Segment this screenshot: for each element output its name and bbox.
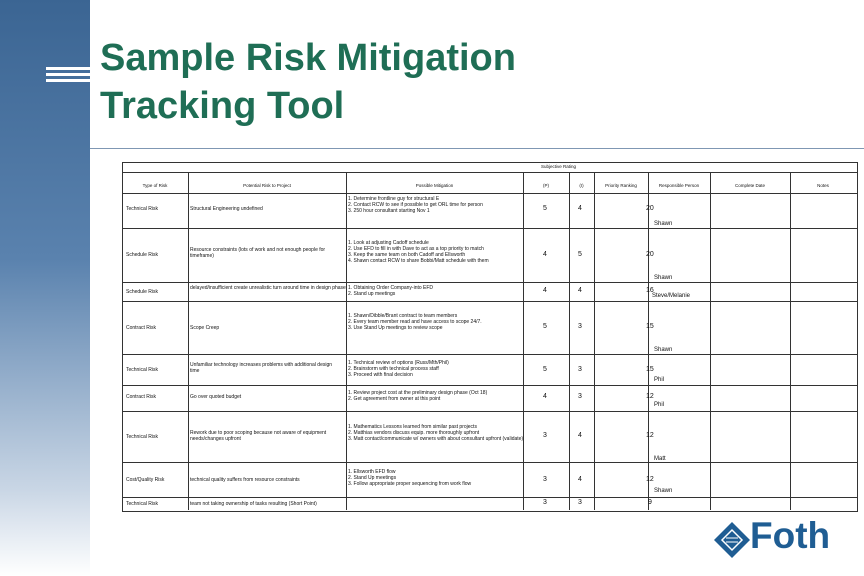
- col-divider: [523, 172, 524, 510]
- priority-value: 15: [646, 366, 654, 373]
- mitigation-list: 1. Look at adjusting Cadoff schedule 2. Use EFD to fill in with Dave to act as a top priority to match 3. Keep the same team on both Cadoff and Ellsworth 4. Shawn contact RCW to share Bobbi/Matt schedule with them: [348, 240, 489, 264]
- title-divider: [90, 148, 864, 149]
- risk-type: Technical Risk: [126, 206, 158, 212]
- responsible-person: Shawn: [654, 488, 673, 494]
- i-value: 5: [578, 251, 582, 258]
- decorative-lines: [46, 67, 96, 85]
- risk-type: Cost/Quality Risk: [126, 477, 165, 483]
- mitigation-list: 1. Determine frontline guy for structural E 2. Contact RCW to see if possible to get ORL time for person 3. 250 hour consultant starting Nov 1: [348, 196, 483, 214]
- p-value: 4: [543, 251, 547, 258]
- notes-header: Notes: [817, 183, 829, 188]
- mitigation-list: 1. Mathematics Lessons learned from similar past projects 2. Matthias vendors discuss equip. more thoroughly upfront 3. Matt contact/communicate w/ owners with about consultant upfront (validate): [348, 424, 524, 442]
- priority-value: 20: [646, 205, 654, 212]
- risk-description: Rework due to poor scoping because not aware of equipment needs/changes upfront: [190, 430, 327, 442]
- mitigation-list: 1. Technical review of options (Russ/Mth/Phil) 2. Brainstorm with technical process staff 3. Proceed with final decision: [348, 360, 449, 378]
- responsible-person: Steve/Melanie: [652, 293, 691, 299]
- risk-type: Technical Risk: [126, 367, 158, 373]
- p-value: 3: [543, 432, 547, 439]
- row-divider: [122, 193, 858, 194]
- responsible-person: Shawn: [654, 221, 673, 227]
- col-divider: [710, 172, 711, 510]
- responsible-header: Responsible Person: [658, 183, 700, 188]
- p-header: (P): [543, 183, 549, 188]
- left-accent-band: [0, 0, 90, 576]
- priority-header: Priority Ranking: [605, 183, 637, 188]
- p-value: 3: [543, 476, 547, 483]
- risk-description: Structural Engineering undefined: [190, 206, 263, 212]
- title-line-1: Sample Risk Mitigation: [100, 37, 516, 79]
- row-divider: [122, 301, 858, 302]
- type-of-risk-header: Type of Risk: [142, 183, 168, 188]
- i-value: 4: [578, 205, 582, 212]
- risk-description: Unfamiliar technology increases problems with additional design time: [190, 362, 333, 374]
- mitigation-list: 1. Review project cost at the preliminary design phase (Oct 18) 2. Get agreement from owner at this point: [348, 390, 488, 402]
- risk-description: Go over quoted budget: [190, 394, 242, 400]
- brand-name: Foth: [750, 515, 831, 556]
- p-value: 5: [543, 205, 547, 212]
- risk-type: Technical Risk: [126, 434, 158, 440]
- priority-value: 9: [648, 499, 652, 506]
- risk-type: Schedule Risk: [126, 289, 158, 295]
- mitigation-list: 1. Ellsworth EFD flow 2. Stand Up meetings 3. Follow appropriate proper sequencing from work flow: [348, 469, 472, 487]
- row-divider: [122, 462, 858, 463]
- row-divider: [122, 385, 858, 386]
- i-value: 3: [578, 393, 582, 400]
- priority-value: 12: [646, 393, 654, 400]
- responsible-person: Shawn: [654, 347, 673, 353]
- p-value: 4: [543, 287, 547, 294]
- p-value: 5: [543, 323, 547, 330]
- row-divider: [122, 282, 858, 283]
- mitigation-header: Possible Mitigation: [415, 183, 454, 188]
- priority-value: 12: [646, 476, 654, 483]
- responsible-person: Shawn: [654, 275, 673, 281]
- risk-description: Resource constraints (lots of work and not enough people for timeframe): [190, 247, 326, 259]
- mitigation-list: 1. Obtaining Order Company-into EFD 2. Stand up meetings: [348, 285, 434, 297]
- page-title: [100, 34, 516, 130]
- row-divider: [122, 354, 858, 355]
- i-value: 3: [578, 323, 582, 330]
- risk-type: Contract Risk: [126, 394, 157, 400]
- col-divider: [569, 172, 570, 510]
- mitigation-list: 1. Shawn/Dibble/Brant contract to team members 2. Every team member read and have access to scope 24/7. 3. Use Stand Up meetings to review scope: [348, 313, 482, 331]
- risk-description: Scope Creep: [190, 325, 220, 331]
- row-divider: [122, 228, 858, 229]
- row-divider: [122, 497, 858, 498]
- row-divider: [122, 172, 858, 173]
- priority-value: 16: [646, 287, 654, 294]
- complete-date-header: Complete Date: [734, 183, 765, 188]
- col-divider: [594, 172, 595, 510]
- i-value: 4: [578, 432, 582, 439]
- risk-type: Schedule Risk: [126, 252, 158, 258]
- p-value: 4: [543, 393, 547, 400]
- col-divider: [188, 172, 189, 510]
- responsible-person: Phil: [654, 377, 665, 383]
- i-value: 3: [578, 366, 582, 373]
- responsible-person: Matt: [654, 456, 666, 462]
- risk-description: team not taking ownership of tasks resulting (Short Point): [190, 501, 317, 507]
- col-divider: [648, 172, 649, 510]
- priority-value: 12: [646, 432, 654, 439]
- i-value: 4: [578, 476, 582, 483]
- risk-type: Technical Risk: [126, 501, 158, 507]
- risk-table: [122, 162, 858, 512]
- p-value: 3: [543, 499, 547, 506]
- risk-description: technical quality suffers from resource constraints: [190, 477, 300, 483]
- responsible-person: Phil: [654, 402, 665, 408]
- risk-type: Contract Risk: [126, 325, 157, 331]
- risk-description: delayed/insufficient create unrealistic turn around time in design phase: [190, 285, 346, 291]
- col-divider: [790, 172, 791, 510]
- i-value: 4: [578, 287, 582, 294]
- i-value: 3: [578, 499, 582, 506]
- p-value: 5: [543, 366, 547, 373]
- i-header: (I): [579, 183, 584, 188]
- title-line-2: Tracking Tool: [100, 85, 345, 127]
- priority-value: 20: [646, 251, 654, 258]
- row-divider: [122, 411, 858, 412]
- potential-risk-header: Potential Risk to Project: [243, 183, 291, 188]
- priority-value: 15: [646, 323, 654, 330]
- subjective-rating-header: Subjective Rating: [540, 164, 577, 169]
- col-divider: [346, 172, 347, 510]
